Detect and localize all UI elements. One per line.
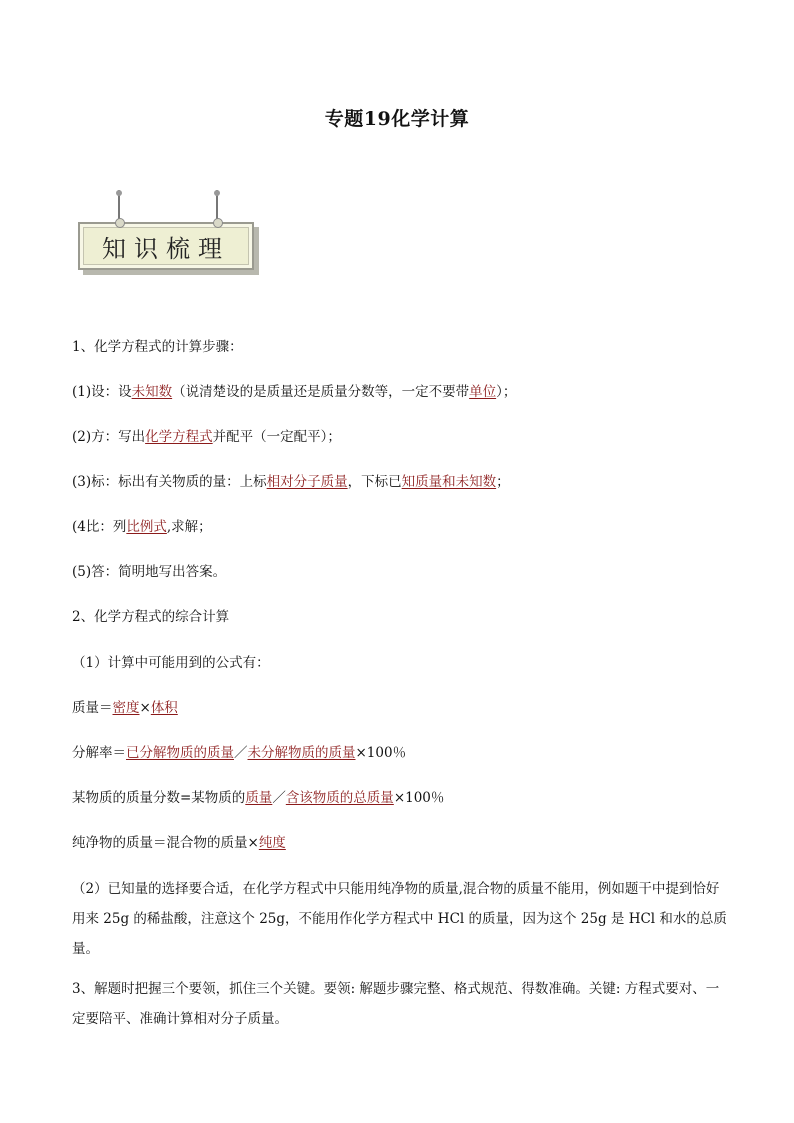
keyword: 相对分子质量 <box>266 474 348 490</box>
step-5: (5)答：简明地写出答案。 <box>72 564 227 580</box>
nail-icon <box>213 218 223 228</box>
step-4 <box>72 516 732 538</box>
text: ／ <box>234 745 248 761</box>
page-title: 专题19化学计算 <box>324 108 470 130</box>
sign-board <box>78 222 254 270</box>
step-2 <box>72 426 732 448</box>
formula-mass-fraction <box>72 787 732 809</box>
pin-icon <box>214 190 220 196</box>
text: （说清楚设的是质量还是质量分数等，一定不要带 <box>172 384 470 400</box>
keyword: 未知数 <box>131 384 173 400</box>
paragraph-key-points: 3、解题时把握三个要领，抓住三个关键。要领: 解题步骤完整、格式规范、得数准确。关键: 方程式要对、一定要陪平、准确计算相对分子质量。 <box>72 981 720 1027</box>
formula-intro: （1）计算中可能用到的公式有： <box>72 655 270 671</box>
text: 分解率＝ <box>72 745 126 761</box>
keyword: 已分解物质的质量 <box>126 745 234 761</box>
keyword: 单位 <box>469 384 497 400</box>
text: 纯净物的质量＝混合物的质量× <box>72 835 259 851</box>
nail-icon <box>115 218 125 228</box>
formula-purity <box>72 832 732 854</box>
formula-decomposition <box>72 742 732 764</box>
text: ，下标已 <box>347 474 402 490</box>
keyword: 含该物质的总质量 <box>285 790 394 806</box>
section-badge-label: 知识梳理 <box>102 234 230 263</box>
formula-mass <box>72 697 732 719</box>
keyword: 体积 <box>150 700 178 716</box>
text: (1)设：设 <box>72 384 132 400</box>
text: (3)标：标出有关物质的量：上标 <box>72 474 267 490</box>
step-1 <box>72 381 732 403</box>
text: ／ <box>272 790 286 806</box>
text: ； <box>496 474 510 490</box>
keyword: 知质量和未知数 <box>401 474 497 490</box>
text: ×100％ <box>355 745 407 761</box>
keyword: 密度 <box>112 700 140 716</box>
text: × <box>139 700 151 716</box>
paragraph-known-quantity: （2）已知量的选择要合适，在化学方程式中只能用纯净物的质量,混合物的质量不能用，例如题干中提到恰好用来 25g 的稀盐酸，注意这个 25g，不能用作化学方程式中 HCl 的质量，因为这个 25g 是 HCl 和水的总质量。 <box>72 881 727 957</box>
section-badge <box>78 190 258 275</box>
keyword: 纯度 <box>258 835 286 851</box>
keyword: 比例式 <box>126 519 167 535</box>
pin-icon <box>116 190 122 196</box>
text: ×100％ <box>393 790 445 806</box>
heading-comprehensive: 2、化学方程式的综合计算 <box>72 609 230 625</box>
text: ）； <box>496 384 517 400</box>
keyword: 未分解物质的质量 <box>247 745 356 761</box>
text: 并配平（一定配平）； <box>212 429 341 445</box>
keyword: 质量 <box>245 790 273 806</box>
step-3 <box>72 471 732 493</box>
text: 质量＝ <box>72 700 113 716</box>
text: ,求解； <box>166 519 212 535</box>
text: (4比：列 <box>72 519 127 535</box>
heading-steps: 1、化学方程式的计算步骤： <box>72 339 243 355</box>
text: 某物质的质量分数=某物质的 <box>72 790 246 806</box>
text: (2)方：写出 <box>72 429 146 445</box>
keyword: 化学方程式 <box>145 429 213 445</box>
